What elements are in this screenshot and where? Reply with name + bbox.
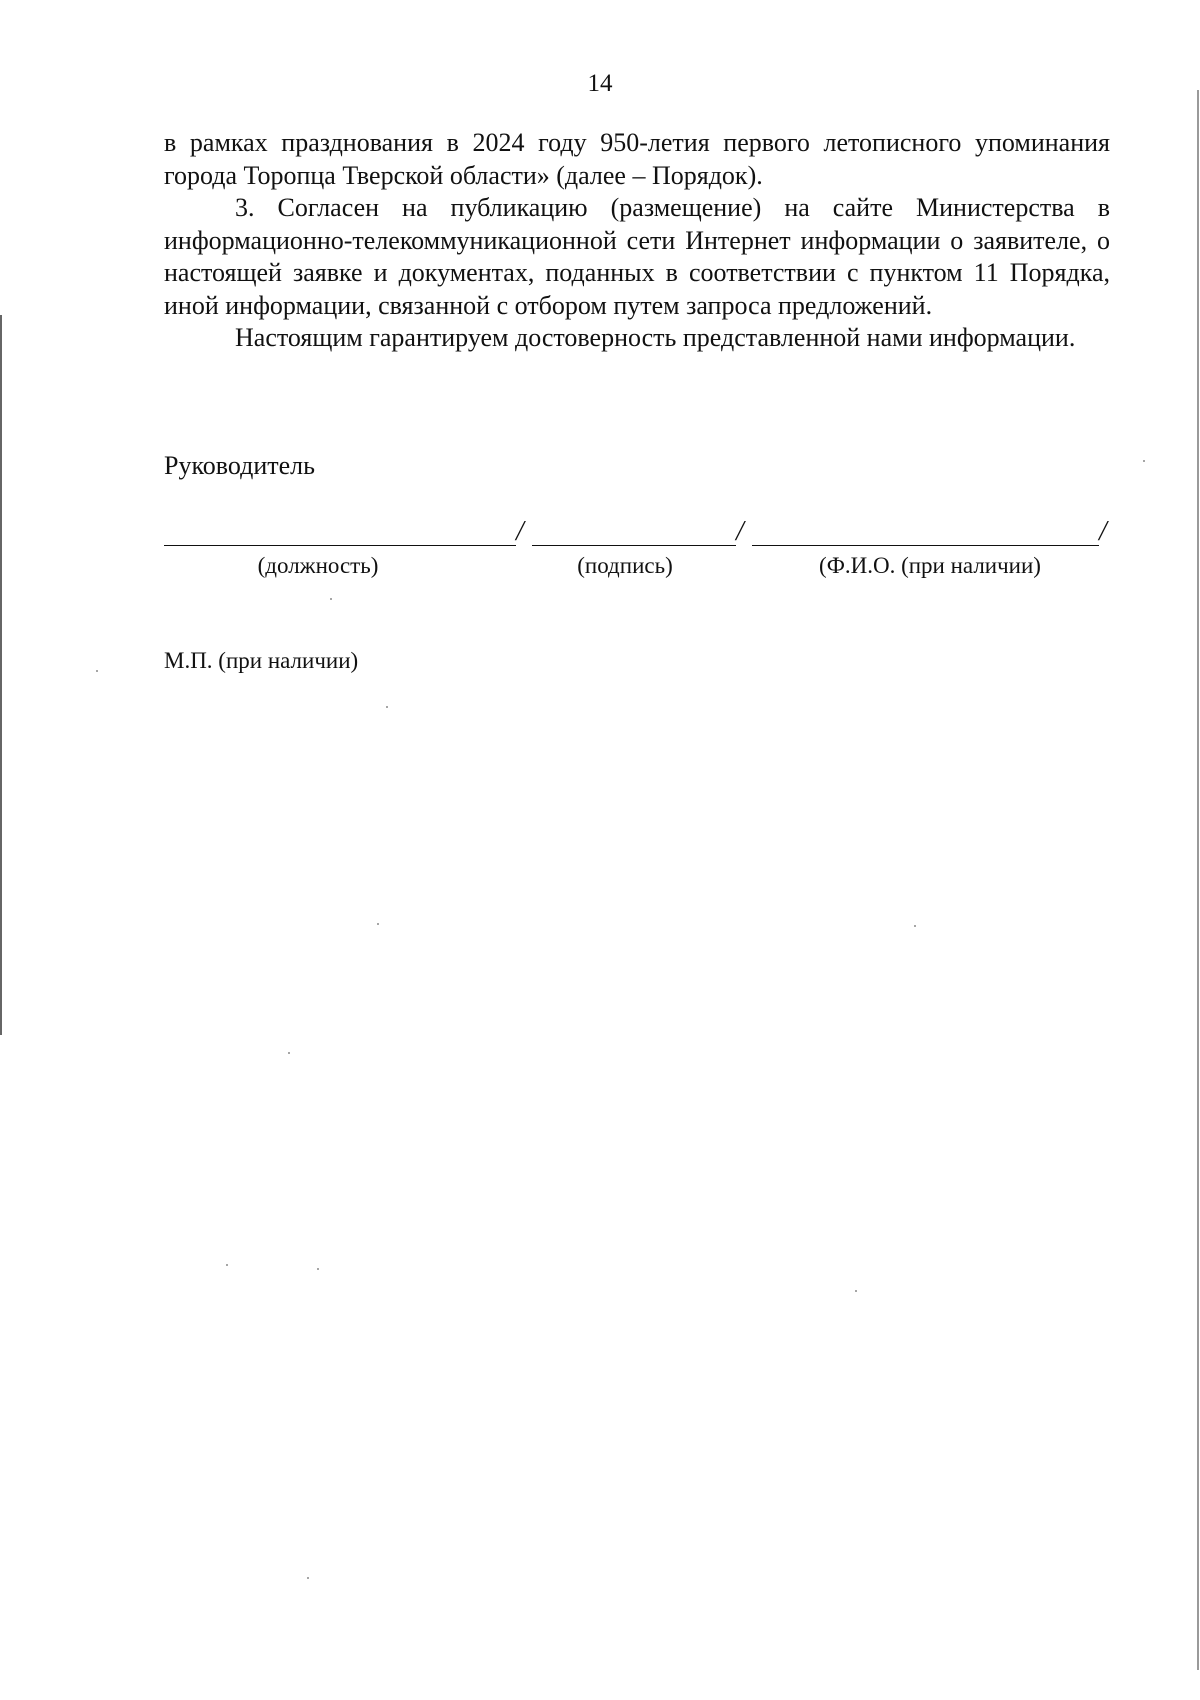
scan-speck [914,925,916,927]
scan-edge-right [1197,90,1199,1670]
paragraph-continuation: в рамках празднования в 2024 году 950-летия первого летописного упоминания города Торопца Тверской области» (далее – Порядок). [164,128,1110,190]
signer-label: Руководитель [164,451,315,480]
scan-speck [317,1268,319,1270]
paragraph-guarantee: Настоящим гарантируем достоверность представленной нами информации. [235,323,1076,352]
signature-line [532,545,736,546]
page-number: 14 [587,70,613,97]
separator-slash: / [736,516,744,547]
scan-speck [330,598,332,600]
paragraph-consent: 3. Согласен на публикацию (размещение) на сайте Министерства в информационно-телекоммуникационной сети Интернет информации о заявителе, о настоящей заявке и документах, поданных в соответствии с пунктом 11 Порядка, иной информации, связанной с отбором путем запроса предложений. [164,193,1110,320]
scan-speck [1143,460,1145,462]
scan-speck [226,1264,228,1266]
scan-speck [377,923,379,925]
scan-edge-left [0,315,2,1035]
scan-speck [96,670,98,672]
body-text [164,127,1110,355]
position-line [164,545,516,546]
scan-speck [855,1290,857,1292]
separator-slash: / [516,516,524,547]
scan-speck [307,1577,309,1579]
separator-slash: / [1099,516,1107,547]
position-caption: (должность) [257,553,379,578]
full-name-caption: (Ф.И.О. (при наличии) [819,553,1041,578]
signature-caption: (подпись) [577,553,673,578]
stamp-label: М.П. (при наличии) [164,648,359,673]
full-name-line [752,545,1099,546]
scan-speck [386,706,388,708]
scan-speck [288,1052,290,1054]
